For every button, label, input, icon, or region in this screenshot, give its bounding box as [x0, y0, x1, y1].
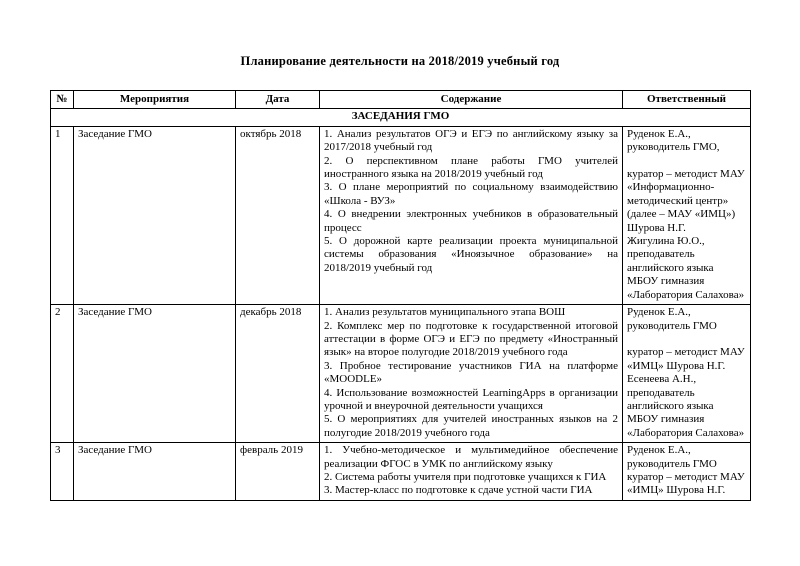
responsible-line: куратор – методист МАУ «Информационно-методический центр» (далее – МАУ «ИМЦ») Шурова Н.Г. — [627, 168, 745, 234]
planning-table — [50, 90, 751, 501]
content-item: 2. Система работы учителя при подготовке учащихся к ГИА — [324, 470, 607, 483]
table-row — [51, 443, 751, 501]
content-item: 4. О внедрении электронных учебников в образовательный процесс — [324, 208, 618, 234]
responsible-line — [627, 333, 746, 346]
table-row — [51, 305, 751, 443]
document-title: Планирование деятельности на 2018/2019 учебный год — [240, 54, 560, 68]
content-item: 4. Использование возможностей LearningApps в организации урочной и внеурочной деятельности учащихся — [324, 386, 618, 412]
header-row — [51, 91, 751, 109]
date-cell: декабрь 2018 — [236, 305, 320, 443]
content-item: 1. Учебно-методическое и мультимедийное обеспечение реализации ФГОС в УМК по английскому языку — [324, 444, 618, 470]
col-header-number: № — [51, 91, 74, 109]
responsible-line: Жигулина Ю.О., преподаватель английского языка МБОУ гимназия «Лаборатория Салахова» — [627, 235, 745, 301]
content-item: 3. Мастер-класс по подготовке к сдаче устной части ГИА — [324, 484, 593, 497]
date-cell: октябрь 2018 — [236, 126, 320, 304]
content-item: 5. О дорожной карте реализации проекта муниципальной системы образования «Иноязычное образование» на 2018/2019 учебный год — [324, 235, 618, 274]
table-row — [51, 126, 751, 304]
responsible-line: Руденок Е.А., руководитель ГМО, — [627, 127, 720, 154]
date-cell: февраль 2019 — [236, 443, 320, 501]
content-item: 1. Анализ результатов ОГЭ и ЕГЭ по английскому языку за 2017/2018 учебный год — [324, 127, 618, 154]
col-header-responsible: Ответственный — [623, 91, 751, 109]
content-item: 5. О мероприятиях для учителей иностранных языков на 2 полугодие 2018/2019 учебного года — [324, 413, 618, 439]
col-header-events: Мероприятия — [74, 91, 236, 109]
col-header-date: Дата — [236, 91, 320, 109]
content-cell — [320, 305, 623, 443]
row-number: 1 — [51, 126, 74, 304]
responsible-line: Есенеева А.Н., преподаватель английского языка МБОУ гимназия «Лаборатория Салахова» — [627, 373, 745, 439]
content-item: 3. О плане мероприятий по социальному взаимодействию «Школа - ВУЗ» — [324, 181, 618, 207]
responsible-line — [627, 155, 746, 168]
event-cell: Заседание ГМО — [74, 126, 236, 304]
responsible-line: куратор – методист МАУ «ИМЦ» Шурова Н.Г. — [627, 470, 745, 497]
section-row — [51, 109, 751, 126]
responsible-line: Руденок Е.А., руководитель ГМО — [627, 444, 717, 470]
content-item: 2. Комплекс мер по подготовке к государственной итоговой аттестации в форме ОГЭ и ЕГЭ по предмету «Иностранный язык» на второе полугодие 2018/2019 учебного года — [324, 319, 618, 359]
content-cell — [320, 126, 623, 304]
col-header-content: Содержание — [320, 91, 623, 109]
content-item: 1. Анализ результатов муниципального этапа ВОШ — [324, 306, 566, 319]
row-number: 3 — [51, 443, 74, 501]
responsible-cell — [623, 443, 751, 501]
responsible-cell — [623, 126, 751, 304]
section-header: ЗАСЕДАНИЯ ГМО — [51, 109, 751, 126]
responsible-cell — [623, 305, 751, 443]
content-cell — [320, 443, 623, 501]
row-number: 2 — [51, 305, 74, 443]
responsible-line: Руденок Е.А., руководитель ГМО — [627, 306, 717, 332]
event-cell: Заседание ГМО — [74, 305, 236, 443]
responsible-line: куратор – методист МАУ «ИМЦ» Шурова Н.Г. — [627, 346, 745, 372]
content-item: 2. О перспективном плане работы ГМО учителей иностранного языка на 2018/2019 учебный год — [324, 154, 618, 181]
event-cell: Заседание ГМО — [74, 443, 236, 501]
content-item: 3. Пробное тестирование участников ГИА на платформе «MOODLE» — [324, 359, 618, 386]
